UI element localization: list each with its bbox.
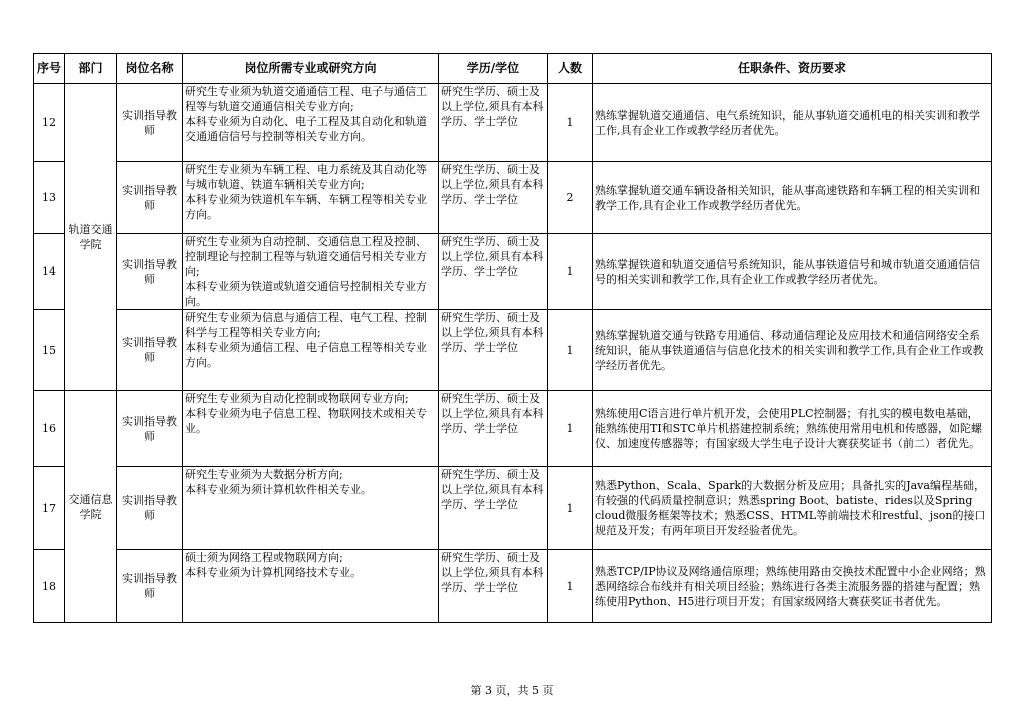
cell-edu: 研究生学历、硕士及以上学位,须具有本科学历、学士学位 xyxy=(439,84,548,162)
cell-count: 1 xyxy=(548,234,593,310)
cell-edu: 研究生学历、硕士及以上学位,须具有本科学历、学士学位 xyxy=(439,391,548,467)
header-position: 岗位名称 xyxy=(117,54,183,84)
cell-position: 实训指导教师 xyxy=(117,234,183,310)
header-dept: 部门 xyxy=(65,54,117,84)
cell-major: 研究生专业须为轨道交通通信工程、电子与通信工程等与轨道交通通信相关专业方向; 本科专业须为自动化、电子工程及其自动化和轨道交通通信信号与控制等相关专业方向。 xyxy=(183,84,439,162)
header-edu: 学历/学位 xyxy=(439,54,548,84)
cell-major: 研究生专业须为车辆工程、电力系统及其自动化等与城市轨道、铁道车辆相关专业方向; 本科专业须为铁道机车车辆、车辆工程等相关专业方向。 xyxy=(183,162,439,234)
header-count: 人数 xyxy=(548,54,593,84)
header-major: 岗位所需专业或研究方向 xyxy=(183,54,439,84)
cell-requirements: 熟练掌握轨道交通通信、电气系统知识，能从事轨道交通机电的相关实训和教学工作,具有企业工作或教学经历者优先。 xyxy=(593,84,992,162)
cell-position: 实训指导教师 xyxy=(117,467,183,550)
cell-requirements: 熟悉TCP/IP协议及网络通信原理；熟练使用路由交换技术配置中小企业网络；熟悉网络综合布线并有相关项目经验；熟练进行各类主流服务器的搭建与配置；熟练使用Python、H5进行项目开发；有国家级网络大赛获奖证书者优先。 xyxy=(593,550,992,623)
cell-position: 实训指导教师 xyxy=(117,550,183,623)
cell-count: 1 xyxy=(548,391,593,467)
cell-position: 实训指导教师 xyxy=(117,310,183,391)
cell-count: 1 xyxy=(548,467,593,550)
cell-count: 2 xyxy=(548,162,593,234)
cell-dept: 交通信息学院 xyxy=(65,391,117,623)
cell-edu: 研究生学历、硕士及以上学位,须具有本科学历、学士学位 xyxy=(439,234,548,310)
cell-no: 14 xyxy=(34,234,65,310)
cell-no: 13 xyxy=(34,162,65,234)
cell-count: 1 xyxy=(548,310,593,391)
cell-major: 研究生专业须为自动控制、交通信息工程及控制、控制理论与控制工程等与轨道交通信号相关专业方向; 本科专业须为铁道或轨道交通信号控制相关专业方向。 xyxy=(183,234,439,310)
cell-count: 1 xyxy=(548,84,593,162)
cell-requirements: 熟练使用C语言进行单片机开发，会使用PLC控制器；有扎实的模电数电基础，能熟练使用TI和STC单片机搭建控制系统；熟练使用常用电机和传感器，如陀螺仪、加速度传感器等；有国家级大学生电子设计大赛获奖证书（前二）者优先。 xyxy=(593,391,992,467)
cell-no: 18 xyxy=(34,550,65,623)
cell-requirements: 熟悉Python、Scala、Spark的大数据分析及应用；具备扎实的Java编程基础，有较强的代码质量控制意识；熟悉spring Boot、batiste、rides以及Spring cloud微服务框架等技术；熟悉CSS、HTML等前端技术和restful、json的接口规范及开发；有两年项目开发经验者优先。 xyxy=(593,467,992,550)
cell-dept: 轨道交通学院 xyxy=(65,84,117,391)
cell-no: 16 xyxy=(34,391,65,467)
header-row xyxy=(34,54,992,84)
table-row xyxy=(34,310,992,391)
recruitment-table xyxy=(33,53,992,623)
table-row xyxy=(34,234,992,310)
cell-major: 研究生专业须为大数据分析方向; 本科专业须为须计算机软件相关专业。 xyxy=(183,467,439,550)
cell-count: 1 xyxy=(548,550,593,623)
table-row xyxy=(34,550,992,623)
cell-position: 实训指导教师 xyxy=(117,391,183,467)
cell-requirements: 熟练掌握轨道交通车辆设备相关知识，能从事高速铁路和车辆工程的相关实训和教学工作,具有企业工作或教学经历者优先。 xyxy=(593,162,992,234)
cell-no: 12 xyxy=(34,84,65,162)
table-row xyxy=(34,162,992,234)
cell-no: 15 xyxy=(34,310,65,391)
cell-position: 实训指导教师 xyxy=(117,162,183,234)
cell-major: 研究生专业须为信息与通信工程、电气工程、控制科学与工程等相关专业方向; 本科专业须为通信工程、电子信息工程等相关专业方向。 xyxy=(183,310,439,391)
cell-major: 研究生专业须为自动化控制或物联网专业方向; 本科专业须为电子信息工程、物联网技术或相关专业。 xyxy=(183,391,439,467)
cell-edu: 研究生学历、硕士及以上学位,须具有本科学历、学士学位 xyxy=(439,162,548,234)
cell-edu: 研究生学历、硕士及以上学位,须具有本科学历、学士学位 xyxy=(439,550,548,623)
cell-edu: 研究生学历、硕士及以上学位,须具有本科学历、学士学位 xyxy=(439,310,548,391)
cell-requirements: 熟练掌握铁道和轨道交通信号系统知识，能从事铁道信号和城市轨道交通通信信号的相关实训和教学工作,具有企业工作或教学经历者优先。 xyxy=(593,234,992,310)
table-row xyxy=(34,391,992,467)
header-requirements: 任职条件、资历要求 xyxy=(593,54,992,84)
cell-position: 实训指导教师 xyxy=(117,84,183,162)
cell-requirements: 熟练掌握轨道交通与铁路专用通信、移动通信理论及应用技术和通信网络安全系统知识，能从事铁道通信与信息化技术的相关实训和教学工作,具有企业工作或教学经历者优先。 xyxy=(593,310,992,391)
cell-no: 17 xyxy=(34,467,65,550)
table-row xyxy=(34,84,992,162)
header-no: 序号 xyxy=(34,54,65,84)
table-row xyxy=(34,467,992,550)
page-footer: 第 3 页，共 5 页 xyxy=(470,684,554,697)
cell-edu: 研究生学历、硕士及以上学位,须具有本科学历、学士学位 xyxy=(439,467,548,550)
cell-major: 硕士须为网络工程或物联网方向; 本科专业须为计算机网络技术专业。 xyxy=(183,550,439,623)
